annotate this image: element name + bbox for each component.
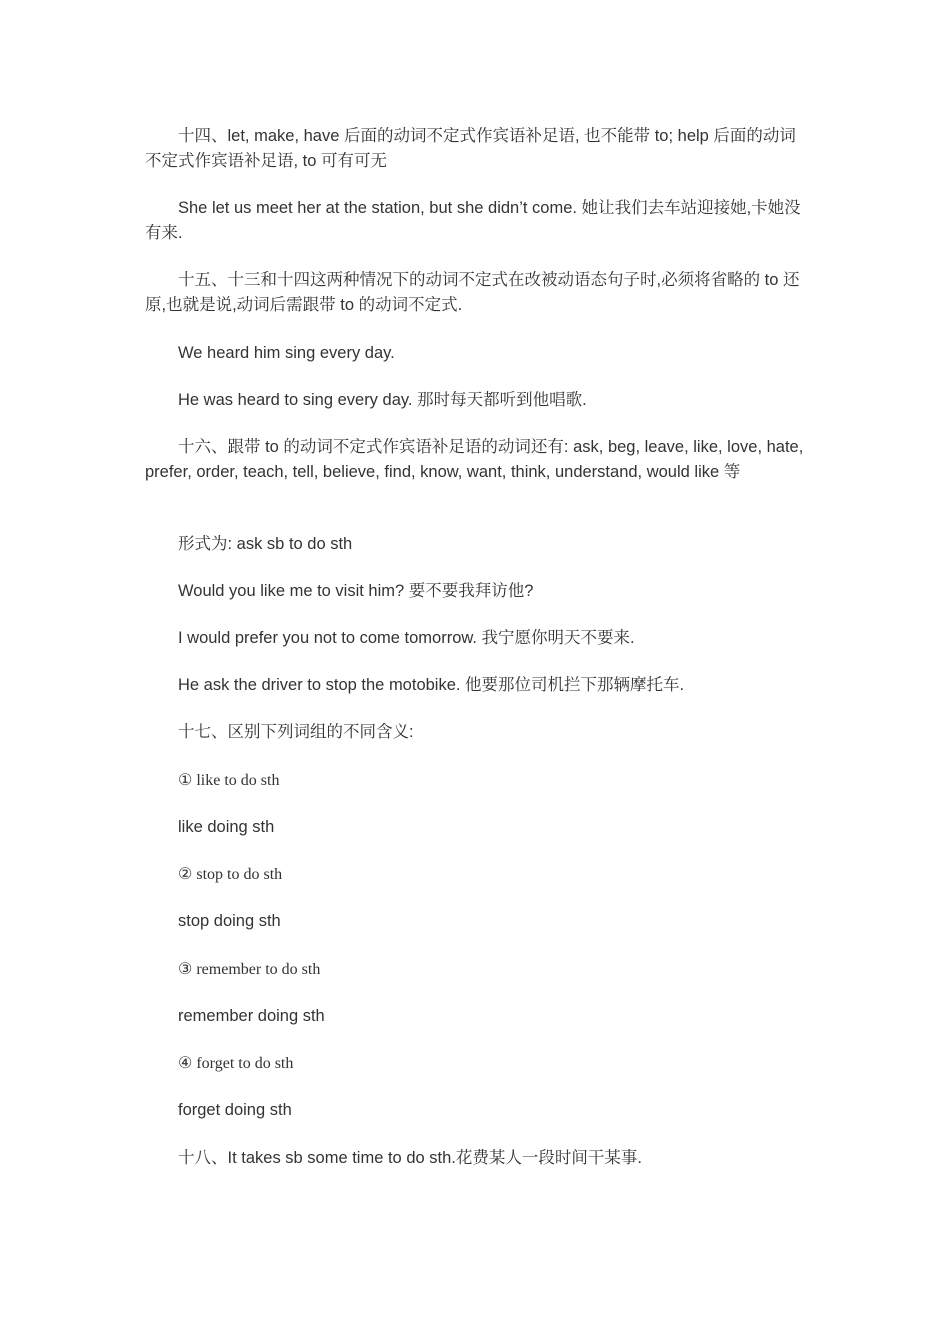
paragraph-rule-15: 十五、十三和十四这两种情况下的动词不定式在改被动语态句子时,必须将省略的 to 还原,也就是说,动词后需跟带 to 的动词不定式. bbox=[145, 271, 800, 314]
list-item-remember-doing: remember doing sth bbox=[178, 1007, 325, 1025]
paragraph-rule-18: 十八、It takes sb some time to do sth.花费某人一段时间干某事. bbox=[178, 1149, 642, 1167]
list-item-remember-to: ③ remember to do sth bbox=[178, 961, 321, 978]
paragraph-example-prefer: I would prefer you not to come tomorrow. 我宁愿你明天不要来. bbox=[178, 629, 635, 647]
paragraph-example-heard-passive: He was heard to sing every day. 那时每天都听到他唱歌. bbox=[178, 391, 587, 409]
list-item-like-to: ① like to do sth bbox=[178, 772, 280, 789]
paragraph-example-let: She let us meet her at the station, but she didn’t come. 她让我们去车站迎接她,卡她没有来. bbox=[145, 199, 801, 242]
list-item-forget-doing: forget doing sth bbox=[178, 1101, 292, 1119]
list-item-like-doing: like doing sth bbox=[178, 818, 275, 836]
paragraph-rule-14: 十四、let, make, have 后面的动词不定式作宾语补足语, 也不能带 to; help 后面的动词不定式作宾语补足语, to 可有可无 bbox=[145, 127, 796, 170]
list-item-stop-to: ② stop to do sth bbox=[178, 866, 283, 883]
paragraph-rule-17: 十七、区别下列词组的不同含义: bbox=[178, 723, 414, 741]
paragraph-example-heard-active: We heard him sing every day. bbox=[178, 344, 395, 362]
paragraph-example-visit: Would you like me to visit him? 要不要我拜访他? bbox=[178, 582, 534, 600]
paragraph-example-driver: He ask the driver to stop the motobike. 他要那位司机拦下那辆摩托车. bbox=[178, 676, 685, 694]
list-item-stop-doing: stop doing sth bbox=[178, 912, 281, 930]
paragraph-pattern: 形式为: ask sb to do sth bbox=[178, 535, 353, 553]
paragraph-rule-16: 十六、跟带 to 的动词不定式作宾语补足语的动词还有: ask, beg, leave, like, love, hate, prefer, order, teach, tell, believe, find, know, want, think, understand, would like 等 bbox=[145, 438, 804, 481]
list-item-forget-to: ④ forget to do sth bbox=[178, 1055, 294, 1072]
